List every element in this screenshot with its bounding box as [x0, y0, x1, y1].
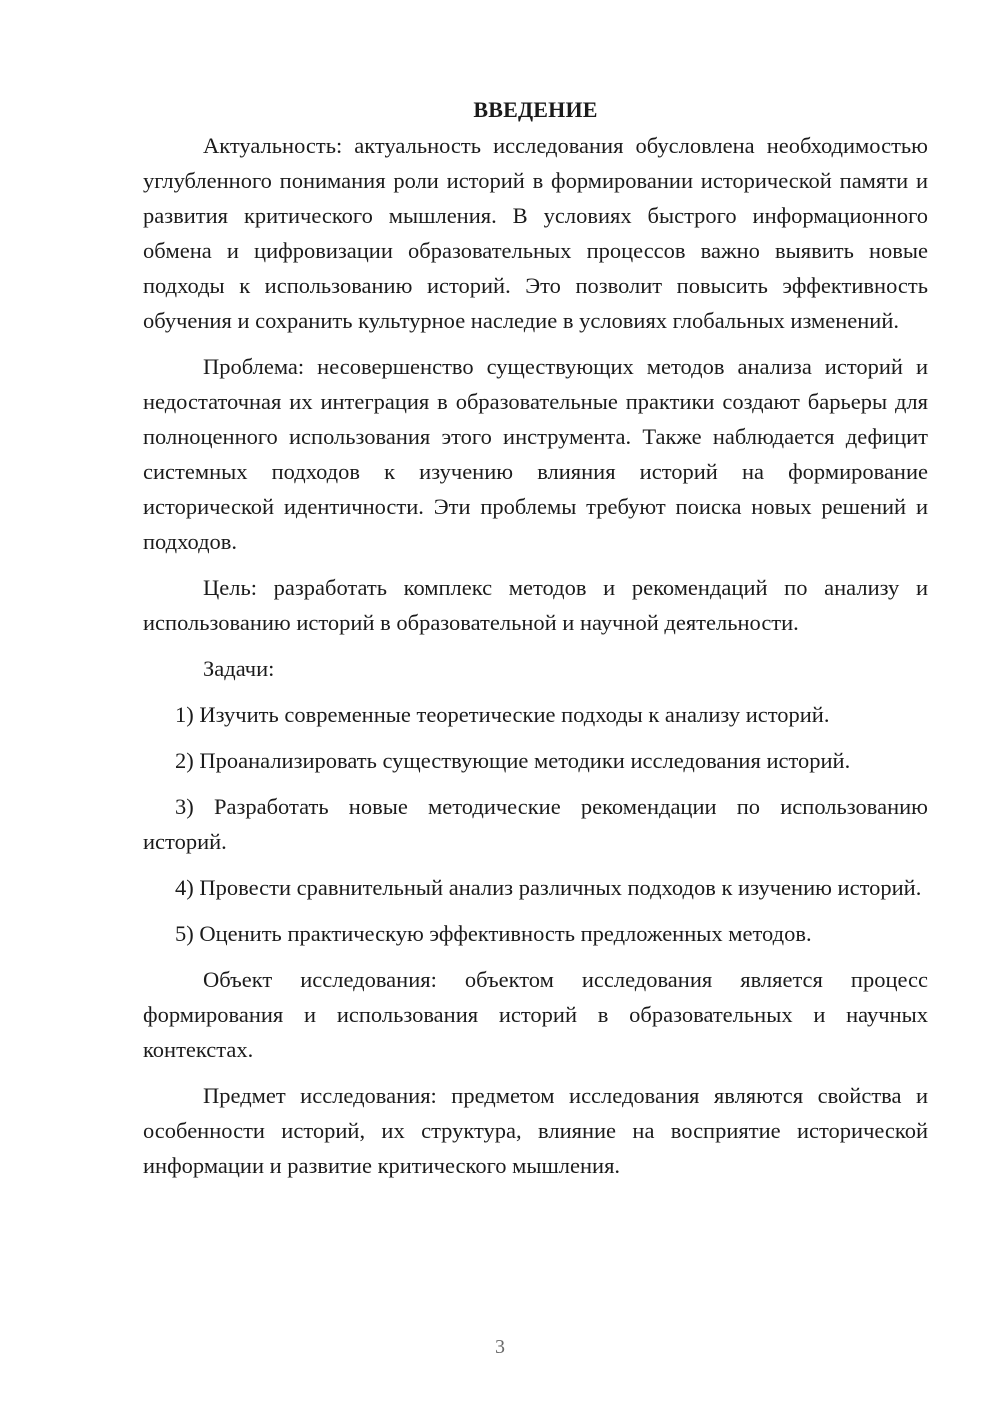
relevance-paragraph: Актуальность: актуальность исследования обусловлена необходимостью углубленного понимания роли историй в формировании исторической памяти и развития критического мышления. В условиях быстрого информационного обмена и цифровизации образовательных процессов важно выявить новые подходы к использованию историй. Это позволит повысить эффективность обучения и сохранить культурное наследие в условиях глобальных изменений.: [143, 133, 928, 333]
page-title: ВВЕДЕНИЕ: [473, 97, 598, 122]
task-item-4: 4) Провести сравнительный анализ различных подходов к изучению историй.: [175, 875, 922, 900]
task-item-3: 3) Разработать новые методические рекомендации по использованию историй.: [143, 794, 928, 854]
document-body: [143, 92, 928, 1194]
problem-paragraph: Проблема: несовершенство существующих методов анализа историй и недостаточная их интеграция в образовательные практики создают барьеры для полноценного использования этого инструмента. Также наблюдается дефицит системных подходов к изучению влияния историй на формирование исторической идентичности. Эти проблемы требуют поиска новых решений и подходов.: [143, 354, 928, 554]
page-number: 3: [495, 1336, 505, 1358]
task-item-5: 5) Оценить практическую эффективность предложенных методов.: [175, 921, 812, 946]
task-item-1: 1) Изучить современные теоретические подходы к анализу историй.: [175, 702, 830, 727]
task-item-2: 2) Проанализировать существующие методики исследования историй.: [175, 748, 851, 773]
object-paragraph: Объект исследования: объектом исследования является процесс формирования и использования историй в образовательных и научных контекстах.: [143, 967, 928, 1062]
tasks-heading: Задачи:: [203, 656, 275, 681]
goal-paragraph: Цель: разработать комплекс методов и рекомендаций по анализу и использованию историй в образовательной и научной деятельности.: [143, 575, 928, 635]
subject-paragraph: Предмет исследования: предметом исследования являются свойства и особенности историй, их структура, влияние на восприятие исторической информации и развитие критического мышления.: [143, 1083, 928, 1178]
